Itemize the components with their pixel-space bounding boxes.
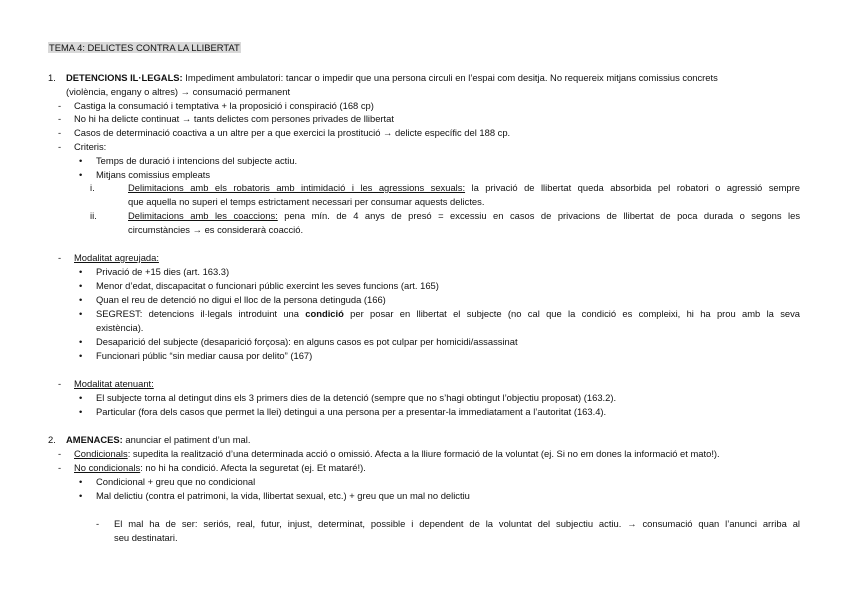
bullet-marker: • [79,490,83,501]
list-item: Funcionari públic “sin mediar causa por delito” (167) [96,350,313,361]
dash-marker: - [58,462,62,473]
list-item: Delimitacions amb les coaccions: pena mín. de 4 anys de presó = excessiu en casos de privacions de llibertat de poca durada o segons les [128,210,801,221]
document-title: TEMA 4: DELICTES CONTRA LA LLIBERTAT [49,42,240,53]
subsection-heading-atenuant: Modalitat atenuant: [74,378,154,389]
dash-marker: - [58,113,62,124]
list-item: Privació de +15 dies (art. 163.3) [96,266,230,277]
dash-marker: - [96,518,100,529]
list-item: Menor d’edat, discapacitat o funcionari públic exercint les seves funcions (art. 165) [96,280,439,291]
bullet-marker: • [79,155,83,166]
section-1-number: 1. [48,72,56,83]
bullet-marker: • [79,280,83,291]
roman-marker: ii. [90,210,97,221]
list-item: Mal delictiu (contra el patrimoni, la vida, llibertat sexual, etc.) + greu que un mal no delictiu [96,490,470,501]
bullet-marker: • [79,266,83,277]
list-item: No condicionals: no hi ha condició. Afecta la seguretat (ej. Et mataré!). [74,462,366,473]
dash-marker: - [58,141,62,152]
bullet-marker: • [79,392,83,403]
list-item: No hi ha delicte continuat → tants delictes com persones privades de llibertat [74,113,394,124]
section-2-definition: AMENACES: anunciar el patiment d’un mal. [66,434,251,445]
dash-marker: - [58,100,62,111]
list-item: Castiga la consumació i temptativa + la proposició i conspiració (168 cp) [74,100,374,111]
bullet-marker: • [79,350,83,361]
dash-marker: - [58,127,62,138]
section-2-heading: AMENACES: [66,434,123,445]
list-item-cont: circumstàncies → es considerarà coacció. [128,224,304,235]
section-1-heading: DETENCIONS IL·LEGALS: [66,72,183,83]
list-item: El mal ha de ser: seriós, real, futur, injust, determinat, possible i dependent de la voluntat del subjectiu actiu. → consumació quan l’anunci arriba al [114,518,800,529]
list-item: El subjecte torna al detingut dins els 3 primers dies de la detenció (sempre que no s’hagi obtingut l’objectiu proposat) (163.2). [96,392,617,403]
bullet-marker: • [79,308,83,319]
list-item-cont: que aquella no superi el temps estrictament necessari per consumar aquests delictes. [128,196,485,207]
list-item: Casos de determinació coactiva a un altre per a que exercici la prostitució → delicte específic del 188 cp. [74,127,511,138]
list-item: Temps de duració i intencions del subjecte actiu. [96,155,298,166]
list-item-cont: existència). [96,322,144,333]
section-2-number: 2. [48,434,56,445]
bullet-marker: • [79,476,83,487]
bullet-marker: • [79,294,83,305]
section-1-definition-cont: (violència, engany o altres) → consumació permanent [66,86,291,97]
dash-marker: - [58,448,62,459]
dash-marker: - [58,378,62,389]
list-item: Condicional + greu que no condicional [96,476,256,487]
list-item-cont: seu destinatari. [114,532,178,543]
section-1-definition: DETENCIONS IL·LEGALS: Impediment ambulatori: tancar o impedir que una persona circuli en l’espai com desitja. No requereix mitjans comissius concrets [66,72,718,83]
list-item: Particular (fora dels casos que permet la llei) detingui a una persona per a presentar-la immediatament a l’autoritat (163.4). [96,406,607,417]
list-item: Condicionals: supedita la realització d’una determinada acció o omissió. Afecta a la lliure formació de la voluntat (ej. Si no em dones la informació et mato!). [74,448,720,459]
bullet-marker: • [79,406,83,417]
list-item: Quan el reu de detenció no digui el lloc de la persona detinguda (166) [96,294,386,305]
bullet-marker: • [79,336,83,347]
bullet-marker: • [79,169,83,180]
list-item: Mitjans comissius empleats [96,169,211,180]
list-item: Criteris: [74,141,107,152]
list-item: Desaparició del subjecte (desaparició forçosa): en alguns casos es pot culpar per homicidi/assassinat [96,336,518,347]
subsection-heading-agreujada: Modalitat agreujada: [74,252,159,263]
list-item: SEGREST: detencions il·legals introduint una condició per posar en llibertat el subjecte (no cal que la condició es compleixi, hi ha prou amb la seva [96,308,800,319]
dash-marker: - [58,252,62,263]
roman-marker: i. [90,182,95,193]
list-item: Delimitacions amb els robatoris amb intimidació i les agressions sexuals: la privació de llibertat queda absorbida pel robatori o agressió sempre [128,182,800,193]
